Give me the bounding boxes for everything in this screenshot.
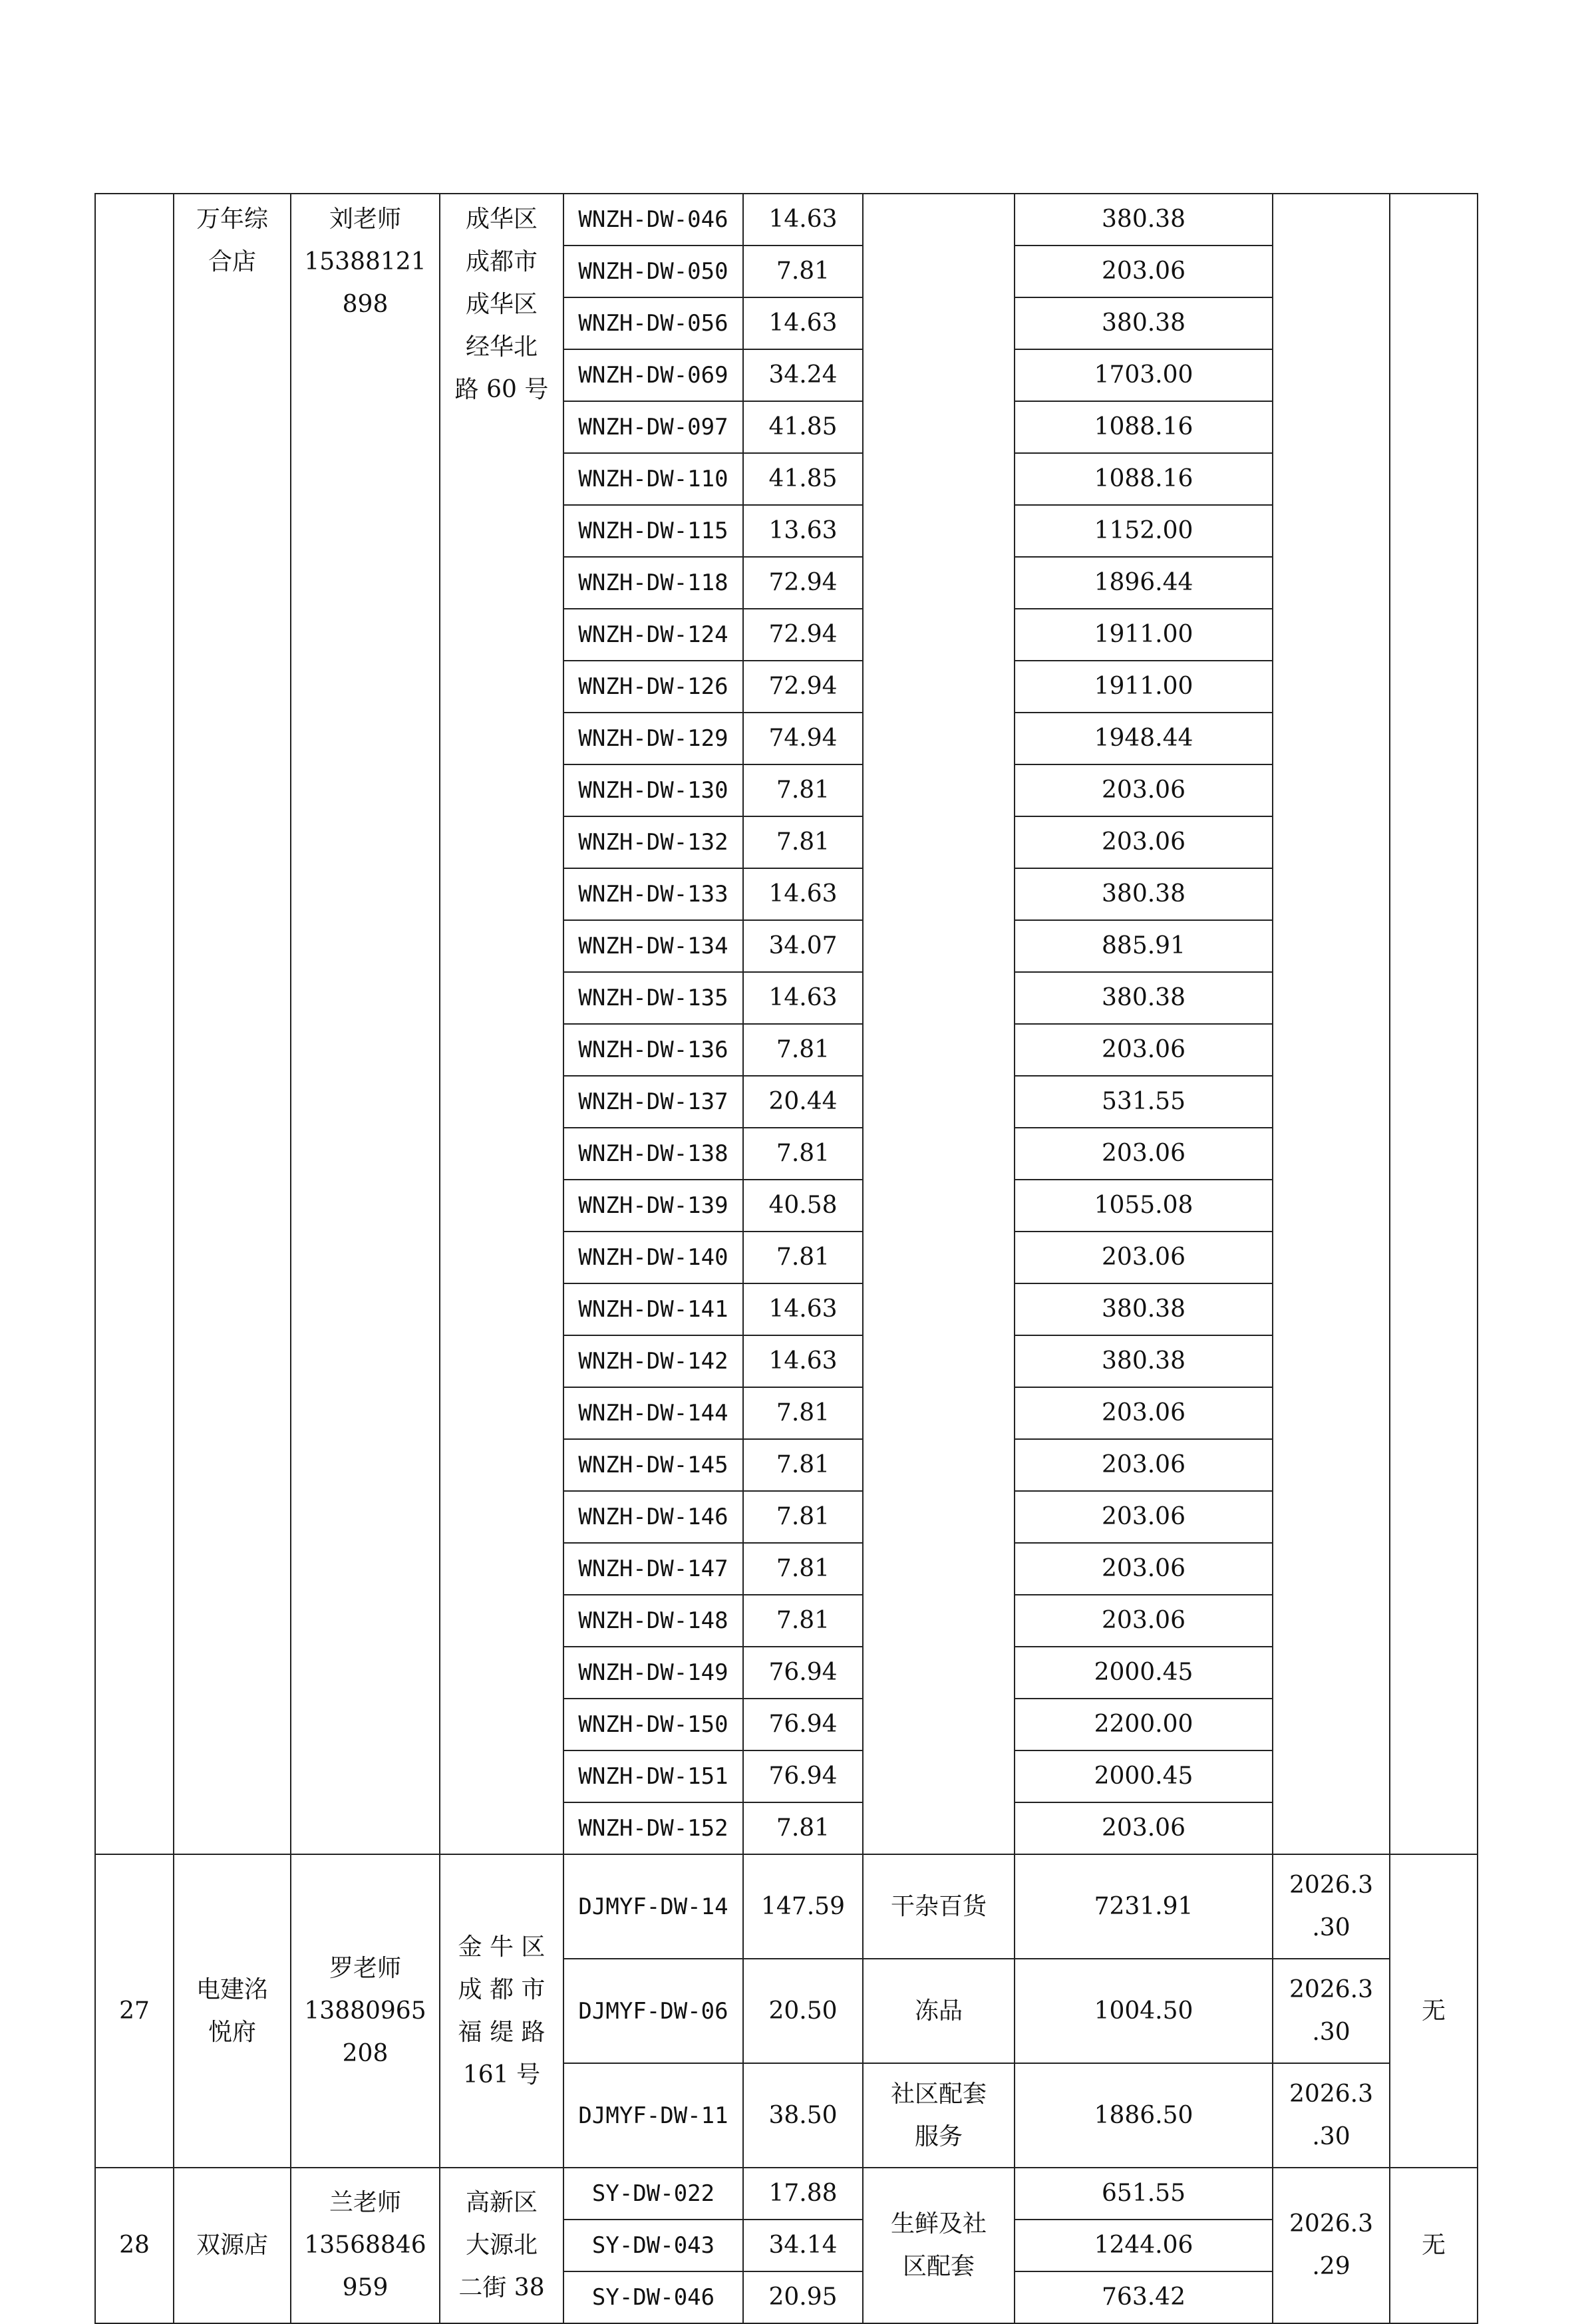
unit-code-cell: [563, 1802, 743, 1854]
rent-cell: [1015, 557, 1273, 609]
area-cell-text: 76.94: [768, 1659, 838, 1686]
contact-cell: [291, 194, 440, 1854]
unit-code-cell-text: WNZH-DW-147: [578, 1556, 728, 1582]
area-cell: [743, 1802, 863, 1854]
rent-cell-text: 203.06: [1102, 1399, 1186, 1426]
unit-code-cell: [563, 972, 743, 1024]
business-type-cell: [863, 2063, 1015, 2168]
area-cell-text: 40.58: [768, 1192, 838, 1219]
unit-code-cell: [563, 349, 743, 401]
rent-cell-text: 1886.50: [1094, 2101, 1193, 2129]
rent-cell-text: 380.38: [1102, 1347, 1186, 1375]
no-cell: [95, 2168, 174, 2323]
unit-code-cell: [563, 1595, 743, 1647]
area-cell-text: 7.81: [776, 1555, 830, 1582]
area-cell-text: 14.63: [768, 309, 838, 337]
rent-cell-text: 380.38: [1102, 984, 1186, 1011]
area-cell-text: 20.50: [768, 1997, 838, 2025]
area-cell-text: 72.94: [768, 569, 838, 596]
area-cell-text: 7.81: [776, 1140, 830, 1167]
no-cell-text: 27: [119, 1997, 150, 2025]
rent-cell: [1015, 972, 1273, 1024]
unit-code-cell-text: SY-DW-043: [591, 2232, 715, 2259]
rent-cell: [1015, 2220, 1273, 2271]
rent-cell: [1015, 1076, 1273, 1128]
unit-code-cell: [563, 1232, 743, 1283]
unit-code-cell-text: WNZH-DW-144: [578, 1400, 728, 1426]
store-name-cell: [174, 194, 291, 1854]
unit-code-cell-text: WNZH-DW-150: [578, 1711, 728, 1738]
rent-cell-text: 1948.44: [1094, 725, 1193, 752]
unit-code-cell: [563, 453, 743, 505]
unit-code-cell-text: SY-DW-046: [591, 2284, 715, 2311]
unit-code-cell-text: WNZH-DW-129: [578, 725, 728, 752]
rent-cell: [1015, 246, 1273, 297]
rent-cell-text: 2000.45: [1094, 1762, 1193, 1790]
area-cell: [743, 2063, 863, 2168]
unit-code-cell: [563, 1543, 743, 1595]
rent-cell: [1015, 1647, 1273, 1699]
table-row: [95, 194, 1478, 246]
rent-cell: [1015, 401, 1273, 453]
table-row: [95, 1854, 1478, 1959]
area-cell-text: 14.63: [768, 206, 838, 233]
store-name-cell-text: 万年综 合店: [196, 206, 268, 275]
unit-code-cell: [563, 557, 743, 609]
area-cell: [743, 1699, 863, 1750]
rent-cell-text: 380.38: [1102, 880, 1186, 908]
area-cell-text: 76.94: [768, 1762, 838, 1790]
business-type-cell: [863, 2168, 1015, 2323]
unit-code-cell: [563, 297, 743, 349]
store-name-cell-text: 电建洺 悦府: [196, 1975, 268, 2046]
business-type-cell: [863, 1959, 1015, 2063]
date-cell-text: 2026.3 .30: [1289, 1871, 1373, 1941]
no-cell: [95, 1854, 174, 2168]
rent-cell: [1015, 920, 1273, 972]
area-cell-text: 7.81: [776, 1244, 830, 1271]
rent-cell: [1015, 609, 1273, 661]
rent-cell: [1015, 1750, 1273, 1802]
rent-cell: [1015, 1595, 1273, 1647]
area-cell: [743, 1076, 863, 1128]
area-cell-text: 14.63: [768, 984, 838, 1011]
rent-cell: [1015, 2168, 1273, 2220]
rent-cell-text: 203.06: [1102, 1036, 1186, 1063]
area-cell-text: 20.44: [768, 1088, 838, 1115]
area-cell-text: 7.81: [776, 257, 830, 285]
rent-cell-text: 1703.00: [1094, 361, 1193, 389]
area-cell-text: 7.81: [776, 1451, 830, 1478]
remark-cell-text: 无: [1421, 1997, 1446, 2025]
area-cell-text: 7.81: [776, 828, 830, 856]
rent-cell-text: 885.91: [1102, 932, 1186, 959]
date-cell: [1273, 1854, 1390, 1959]
unit-code-cell-text: WNZH-DW-142: [578, 1348, 728, 1375]
unit-code-cell-text: WNZH-DW-145: [578, 1452, 728, 1478]
rent-cell: [1015, 1543, 1273, 1595]
unit-code-cell-text: WNZH-DW-069: [578, 362, 728, 389]
rent-cell-text: 2200.00: [1094, 1711, 1193, 1738]
rent-cell: [1015, 1802, 1273, 1854]
rent-cell-text: 1896.44: [1094, 569, 1193, 596]
unit-code-cell-text: WNZH-DW-146: [578, 1504, 728, 1530]
rent-cell-text: 380.38: [1102, 309, 1186, 337]
rent-cell: [1015, 713, 1273, 764]
rent-cell: [1015, 297, 1273, 349]
unit-code-cell: [563, 1699, 743, 1750]
date-cell: [1273, 1959, 1390, 2063]
business-type-cell-text: 干杂百货: [890, 1892, 987, 1920]
unit-code-cell: [563, 2220, 743, 2271]
rent-cell-text: 7231.91: [1094, 1892, 1193, 1920]
area-cell-text: 74.94: [768, 725, 838, 752]
contact-cell-text: 兰老师 13568846 959: [304, 2189, 426, 2301]
unit-code-cell-text: WNZH-DW-152: [578, 1815, 728, 1842]
area-cell: [743, 1750, 863, 1802]
remark-cell-text: 无: [1421, 2232, 1446, 2259]
unit-code-cell-text: WNZH-DW-115: [578, 518, 728, 544]
area-cell: [743, 453, 863, 505]
date-cell-text: 2026.3 .30: [1289, 2080, 1373, 2150]
table-body: [95, 194, 1478, 2323]
area-cell-text: 34.24: [768, 361, 838, 389]
unit-code-cell: [563, 1439, 743, 1491]
date-cell-text: 2026.3 .29: [1289, 2210, 1373, 2280]
unit-code-cell-text: WNZH-DW-132: [578, 829, 728, 856]
area-cell: [743, 1543, 863, 1595]
unit-code-cell-text: WNZH-DW-139: [578, 1192, 728, 1219]
remark-cell: [1390, 194, 1478, 1854]
unit-code-cell: [563, 1283, 743, 1335]
contact-cell: [291, 2168, 440, 2323]
unit-code-cell: [563, 764, 743, 816]
area-cell: [743, 1024, 863, 1076]
area-cell: [743, 816, 863, 868]
unit-code-cell: [563, 401, 743, 453]
rent-cell: [1015, 1699, 1273, 1750]
area-cell-text: 7.81: [776, 776, 830, 804]
area-cell: [743, 349, 863, 401]
area-cell-text: 17.88: [768, 2180, 838, 2207]
unit-code-cell-text: WNZH-DW-140: [578, 1244, 728, 1271]
area-cell-text: 72.94: [768, 621, 838, 648]
date-cell: [1273, 194, 1390, 1854]
unit-code-cell-text: WNZH-DW-137: [578, 1088, 728, 1115]
store-name-cell-text: 双源店: [196, 2232, 268, 2259]
unit-code-cell-text: WNZH-DW-149: [578, 1659, 728, 1686]
area-cell-text: 34.14: [768, 2232, 838, 2259]
unit-code-cell: [563, 2168, 743, 2220]
rent-cell-text: 380.38: [1102, 206, 1186, 233]
area-cell: [743, 1335, 863, 1387]
area-cell: [743, 1491, 863, 1543]
unit-code-cell: [563, 1335, 743, 1387]
unit-code-cell-text: WNZH-DW-136: [578, 1037, 728, 1063]
area-cell: [743, 764, 863, 816]
unit-code-cell: [563, 1491, 743, 1543]
area-cell-text: 13.63: [768, 517, 838, 544]
area-cell: [743, 1128, 863, 1180]
area-cell-text: 38.50: [768, 2101, 838, 2129]
unit-code-cell: [563, 246, 743, 297]
area-cell-text: 14.63: [768, 1295, 838, 1323]
area-cell: [743, 868, 863, 920]
date-cell: [1273, 2063, 1390, 2168]
contact-cell-text: 刘老师 15388121 898: [304, 206, 426, 318]
area-cell: [743, 1959, 863, 2063]
area-cell: [743, 661, 863, 713]
unit-code-cell-text: WNZH-DW-046: [578, 206, 728, 233]
rent-cell: [1015, 1024, 1273, 1076]
area-cell: [743, 1283, 863, 1335]
unit-code-cell: [563, 816, 743, 868]
unit-code-cell-text: DJMYF-DW-06: [578, 1997, 728, 2025]
unit-code-cell-text: SY-DW-022: [591, 2180, 715, 2207]
rent-cell: [1015, 1335, 1273, 1387]
contact-cell: [291, 1854, 440, 2168]
unit-code-cell-text: WNZH-DW-135: [578, 985, 728, 1011]
rent-cell-text: 1244.06: [1094, 2232, 1193, 2259]
unit-code-cell: [563, 194, 743, 246]
unit-code-cell-text: WNZH-DW-141: [578, 1296, 728, 1323]
rent-cell: [1015, 1854, 1273, 1959]
rent-cell: [1015, 1491, 1273, 1543]
area-cell: [743, 557, 863, 609]
area-cell: [743, 920, 863, 972]
unit-code-cell: [563, 1750, 743, 1802]
area-cell-text: 20.95: [768, 2283, 838, 2311]
rent-cell: [1015, 816, 1273, 868]
rent-cell: [1015, 1283, 1273, 1335]
area-cell: [743, 1439, 863, 1491]
rent-cell: [1015, 2063, 1273, 2168]
unit-code-cell: [563, 713, 743, 764]
rent-cell-text: 1152.00: [1094, 517, 1193, 544]
area-cell: [743, 1180, 863, 1232]
area-cell: [743, 1854, 863, 1959]
area-cell: [743, 2168, 863, 2220]
area-cell-text: 72.94: [768, 673, 838, 700]
address-cell-text: 高新区 大源北 二街 38: [458, 2189, 545, 2301]
contact-cell-text: 罗老师 13880965 208: [304, 1954, 426, 2067]
address-cell: [440, 1854, 563, 2168]
area-cell-text: 7.81: [776, 1503, 830, 1530]
unit-code-cell: [563, 920, 743, 972]
store-name-cell: [174, 1854, 291, 2168]
unit-code-cell-text: DJMYF-DW-11: [578, 2102, 728, 2129]
area-cell-text: 147.59: [761, 1892, 845, 1920]
area-cell-text: 14.63: [768, 880, 838, 908]
rent-cell: [1015, 764, 1273, 816]
rent-cell: [1015, 505, 1273, 557]
area-cell: [743, 246, 863, 297]
rent-cell-text: 1088.16: [1094, 413, 1193, 440]
business-type-cell: [863, 1854, 1015, 1959]
store-table: [94, 193, 1478, 2324]
unit-code-cell-text: DJMYF-DW-14: [578, 1893, 728, 1920]
rent-cell: [1015, 1959, 1273, 2063]
area-cell: [743, 297, 863, 349]
rent-cell-text: 203.06: [1102, 1503, 1186, 1530]
unit-code-cell-text: WNZH-DW-050: [578, 258, 728, 285]
unit-code-cell: [563, 1959, 743, 2063]
rent-cell: [1015, 2271, 1273, 2323]
rent-cell: [1015, 194, 1273, 246]
rent-cell-text: 203.06: [1102, 1244, 1186, 1271]
business-type-cell-text: 社区配套 服务: [890, 2080, 987, 2150]
area-cell: [743, 1595, 863, 1647]
area-cell-text: 14.63: [768, 1347, 838, 1375]
area-cell: [743, 194, 863, 246]
unit-code-cell-text: WNZH-DW-097: [578, 414, 728, 440]
business-type-cell: [863, 194, 1015, 1854]
unit-code-cell: [563, 1180, 743, 1232]
unit-code-cell: [563, 2063, 743, 2168]
area-cell-text: 7.81: [776, 1814, 830, 1842]
business-type-cell-text: 生鲜及社 区配套: [890, 2210, 987, 2280]
area-cell: [743, 2220, 863, 2271]
unit-code-cell-text: WNZH-DW-151: [578, 1763, 728, 1790]
rent-cell-text: 2000.45: [1094, 1659, 1193, 1686]
rent-cell-text: 203.06: [1102, 1814, 1186, 1842]
area-cell: [743, 2271, 863, 2323]
unit-code-cell: [563, 868, 743, 920]
address-cell: [440, 2168, 563, 2323]
unit-code-cell-text: WNZH-DW-130: [578, 777, 728, 804]
unit-code-cell: [563, 1854, 743, 1959]
unit-code-cell: [563, 505, 743, 557]
unit-code-cell-text: WNZH-DW-126: [578, 673, 728, 700]
table-row: [95, 2168, 1478, 2220]
area-cell-text: 76.94: [768, 1711, 838, 1738]
unit-code-cell-text: WNZH-DW-134: [578, 933, 728, 959]
rent-cell-text: 763.42: [1102, 2283, 1186, 2311]
rent-cell: [1015, 868, 1273, 920]
area-cell-text: 7.81: [776, 1399, 830, 1426]
unit-code-cell: [563, 1128, 743, 1180]
rent-cell-text: 203.06: [1102, 1607, 1186, 1634]
unit-code-cell-text: WNZH-DW-056: [578, 310, 728, 337]
area-cell: [743, 1387, 863, 1439]
address-cell: [440, 194, 563, 1854]
address-cell-text: 成华区 成都市 成华区 经华北 路 60 号: [454, 206, 549, 403]
unit-code-cell: [563, 661, 743, 713]
no-cell-text: 28: [119, 2232, 150, 2259]
rent-cell-text: 203.06: [1102, 828, 1186, 856]
area-cell: [743, 401, 863, 453]
rent-cell-text: 1911.00: [1094, 673, 1193, 700]
area-cell-text: 41.85: [768, 465, 838, 492]
rent-cell: [1015, 1128, 1273, 1180]
rent-cell-text: 531.55: [1102, 1088, 1186, 1115]
rent-cell: [1015, 453, 1273, 505]
unit-code-cell-text: WNZH-DW-138: [578, 1140, 728, 1167]
unit-code-cell: [563, 1024, 743, 1076]
rent-cell: [1015, 661, 1273, 713]
remark-cell: [1390, 1854, 1478, 2168]
area-cell-text: 7.81: [776, 1036, 830, 1063]
area-cell: [743, 713, 863, 764]
area-cell: [743, 1232, 863, 1283]
rent-cell: [1015, 349, 1273, 401]
unit-code-cell-text: WNZH-DW-124: [578, 621, 728, 648]
date-cell: [1273, 2168, 1390, 2323]
area-cell-text: 7.81: [776, 1607, 830, 1634]
rent-cell: [1015, 1387, 1273, 1439]
area-cell: [743, 505, 863, 557]
area-cell: [743, 609, 863, 661]
rent-cell-text: 1055.08: [1094, 1192, 1193, 1219]
area-cell: [743, 972, 863, 1024]
rent-cell-text: 1004.50: [1094, 1997, 1193, 2025]
rent-cell-text: 380.38: [1102, 1295, 1186, 1323]
unit-code-cell: [563, 609, 743, 661]
area-cell-text: 41.85: [768, 413, 838, 440]
address-cell-text: 金 牛 区 成 都 市 福 缇 路 161 号: [458, 1933, 546, 2088]
unit-code-cell-text: WNZH-DW-118: [578, 570, 728, 596]
unit-code-cell-text: WNZH-DW-110: [578, 466, 728, 492]
rent-cell: [1015, 1232, 1273, 1283]
rent-cell: [1015, 1180, 1273, 1232]
rent-cell-text: 1911.00: [1094, 621, 1193, 648]
rent-cell-text: 203.06: [1102, 776, 1186, 804]
area-cell-text: 34.07: [768, 932, 838, 959]
no-cell: [95, 194, 174, 1854]
unit-code-cell: [563, 1647, 743, 1699]
unit-code-cell-text: WNZH-DW-148: [578, 1607, 728, 1634]
rent-cell-text: 1088.16: [1094, 465, 1193, 492]
store-name-cell: [174, 2168, 291, 2323]
unit-code-cell: [563, 2271, 743, 2323]
rent-cell-text: 651.55: [1102, 2180, 1186, 2207]
rent-cell-text: 203.06: [1102, 1140, 1186, 1167]
rent-cell-text: 203.06: [1102, 257, 1186, 285]
business-type-cell-text: 冻品: [914, 1997, 963, 2025]
date-cell-text: 2026.3 .30: [1289, 1975, 1373, 2046]
remark-cell: [1390, 2168, 1478, 2323]
rent-cell-text: 203.06: [1102, 1451, 1186, 1478]
unit-code-cell-text: WNZH-DW-133: [578, 881, 728, 908]
unit-code-cell: [563, 1076, 743, 1128]
rent-cell: [1015, 1439, 1273, 1491]
rent-cell-text: 203.06: [1102, 1555, 1186, 1582]
unit-code-cell: [563, 1387, 743, 1439]
area-cell: [743, 1647, 863, 1699]
